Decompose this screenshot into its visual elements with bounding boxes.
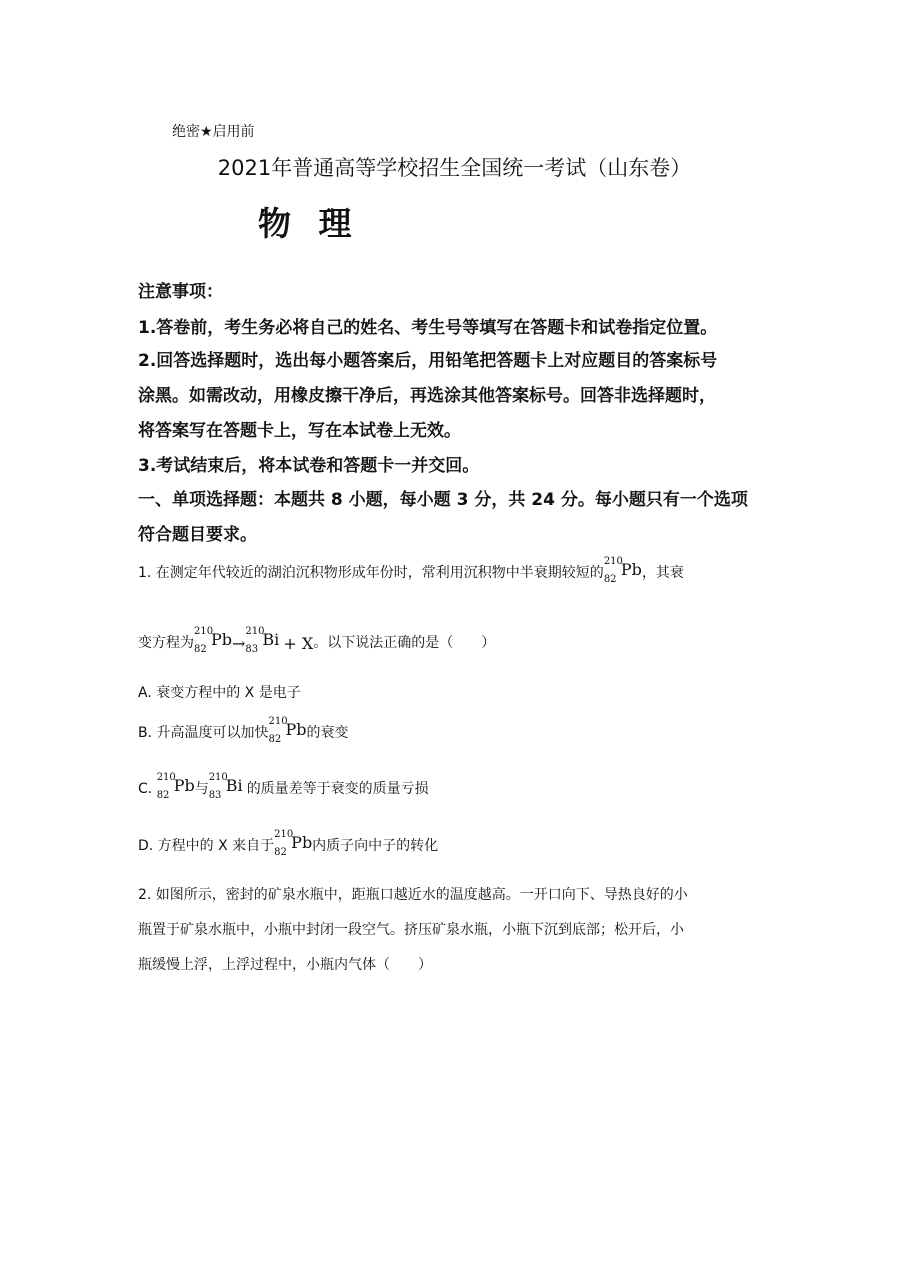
q2-stem-line-3: 瓶缓慢上浮，上浮过程中，小瓶内气体（ ） [138,957,432,973]
d-pb-atomic-number: 82 [274,847,287,858]
b-pb-symbol: Pb [285,720,307,739]
equation-bi-nuclide [245,626,283,660]
b-pb-atomic-number: 82 [268,734,282,745]
b-pb-mass-number: 210 [268,716,288,727]
section-1-heading-line-2: 符合题目要求。 [138,525,257,545]
q1-option-c-text-c: 的质量差等于衰变的质量亏损 [246,781,429,797]
notice-item-2-line-3: 将答案写在答题卡上，写在本试卷上无效。 [138,421,461,441]
d-pb-symbol: Pb [291,833,313,852]
subject-title: 物 理 [258,204,360,243]
q1-stem-line-2 [138,626,495,660]
q1-stem-line-1 [138,556,684,590]
notice-item-2-line-2: 涂黑。如需改动，用橡皮擦干净后，再选涂其他答案标号。回答非选择题时， [138,386,716,406]
q1-stem-text-c: 变方程为 [138,635,194,651]
c-bi-atomic-number: 83 [208,790,222,801]
c-bi-mass-number: 210 [208,772,228,783]
section-1-heading-line-1: 一、单项选择题：本题共 8 小题，每小题 3 分，共 24 分。每小题只有一个选项 [138,490,748,510]
q1-stem-text-a: 1. 在测定年代较近的湖泊沉积物形成年份时，常利用沉积物中半衰期较短的 [138,565,604,581]
pb-mass-number: 210 [603,556,623,567]
eq-pb-symbol: Pb [211,630,233,649]
c-pb-atomic-number: 82 [156,790,170,801]
pb-symbol: Pb [620,560,642,579]
notice-item-2-line-1: 2.回答选择题时，选出每小题答案后，用铅笔把答题卡上对应题目的答案标号 [138,351,718,371]
eq-bi-symbol: Bi [262,630,280,649]
pb-atomic-number: 82 [603,574,617,585]
q1-option-b [138,716,349,750]
q1-option-c [138,772,429,806]
q1-option-d [138,829,438,863]
d-pb-mass-number: 210 [274,829,294,840]
reaction-arrow: → [232,633,246,653]
q1-option-a: A. 衰变方程中的 X 是电子 [138,685,301,701]
q1-stem-text-d: 。以下说法正确的是（ ） [313,635,496,651]
q1-option-b-text-b: 的衰变 [306,725,349,741]
q2-stem-line-2: 瓶置于矿泉水瓶中，小瓶中封闭一段空气。挤压矿泉水瓶，小瓶下沉到底部；松开后，小 [138,922,684,938]
confidential-label: 绝密★启用前 [172,124,255,140]
equation-pb-nuclide [194,626,232,660]
q1-option-b-text-a: B. 升高温度可以加快 [138,725,269,741]
option-b-pb-nuclide [269,716,307,750]
option-c-pb-nuclide [157,772,195,806]
c-bi-symbol: Bi [225,776,243,795]
pb-210-nuclide [604,556,642,590]
q1-option-c-text-a: C. [138,781,153,797]
option-c-bi-nuclide [209,772,247,806]
exam-title: 2021年普通高等学校招生全国统一考试（山东卷） [217,156,692,180]
q1-option-c-text-b: 与 [194,781,209,797]
notice-heading: 注意事项： [138,282,223,302]
eq-pb-mass-number: 210 [194,626,214,637]
q1-option-d-text-a: D. 方程中的 X 来自于 [138,838,275,854]
c-pb-symbol: Pb [173,776,195,795]
eq-bi-atomic-number: 83 [245,644,259,655]
plus-x-term: + X [283,633,314,653]
eq-bi-mass-number: 210 [245,626,265,637]
notice-item-3: 3.考试结束后，将本试卷和答题卡一并交回。 [138,456,480,476]
q2-stem-line-1: 2. 如图所示，密封的矿泉水瓶中，距瓶口越近水的温度越高。一开口向下、导热良好的小 [138,887,688,903]
q1-stem-text-b: ，其衰 [641,565,684,581]
notice-item-1: 1.答卷前，考生务必将自己的姓名、考生号等填写在答题卡和试卷指定位置。 [138,318,718,338]
c-pb-mass-number: 210 [156,772,176,783]
eq-pb-atomic-number: 82 [194,644,207,655]
q1-option-d-text-b: 内质子向中子的转化 [312,838,439,854]
option-d-pb-nuclide [274,829,312,863]
